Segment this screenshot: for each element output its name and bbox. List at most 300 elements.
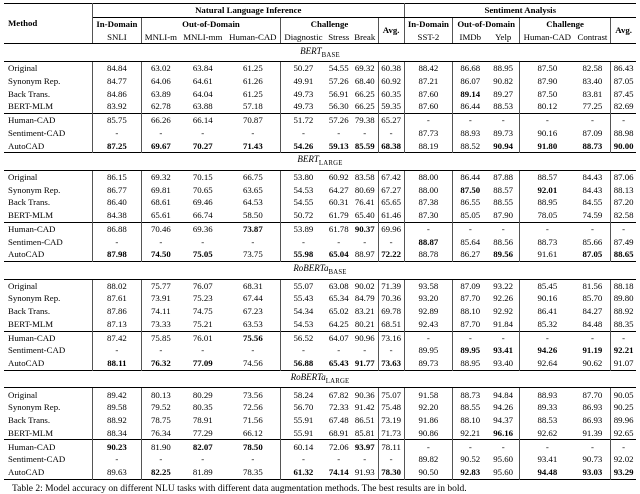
method-label: Original — [4, 61, 93, 74]
table-cell: 94.26 — [487, 401, 519, 414]
table-cell: - — [487, 222, 519, 235]
column-header: Human-CAD — [520, 31, 575, 44]
table-row — [4, 196, 636, 209]
table-cell: 60.31 — [328, 197, 349, 208]
method-label: AutoCAD — [4, 466, 93, 479]
table-cell: 88.73 — [460, 389, 481, 400]
table-cell: 59.13 — [328, 140, 349, 151]
table-cell: 84.43 — [575, 170, 611, 183]
table-cell: 77.25 — [575, 100, 611, 113]
table-cell: 93.22 — [487, 279, 519, 292]
table-cell: 64.07 — [326, 331, 352, 344]
table-cell: - — [352, 235, 379, 248]
table-cell: 85.59 — [352, 139, 379, 152]
method-label: Back Trans. — [4, 305, 93, 318]
table-cell: 66.26 — [141, 113, 180, 126]
table-cell: - — [487, 440, 519, 453]
table-cell: 87.61 — [93, 292, 142, 305]
table-cell: 67.48 — [328, 415, 349, 426]
table-cell: 83.40 — [575, 75, 611, 88]
table-cell: 54.53 — [293, 184, 314, 195]
table-cell: - — [453, 222, 488, 235]
table-cell: 93.41 — [487, 344, 519, 357]
table-cell: 57.26 — [326, 113, 352, 126]
table-cell: 90.16 — [537, 127, 558, 138]
method-label: Back Trans. — [4, 196, 93, 209]
table-cell: - — [93, 344, 142, 357]
table-cell: 90.36 — [352, 388, 379, 401]
domain-group-header: Challenge — [281, 17, 379, 30]
table-cell: 69.67 — [150, 140, 171, 151]
table-cell: - — [487, 331, 519, 344]
table-cell: 87.13 — [93, 318, 142, 331]
table-cell: 84.27 — [575, 305, 611, 318]
table-cell: 72.33 — [328, 402, 349, 413]
table-cell: - — [201, 454, 205, 465]
table-cell: 90.16 — [537, 293, 558, 304]
table-cell: 65.43 — [328, 358, 349, 369]
table-cell: 86.68 — [460, 63, 481, 74]
domain-group-header: Out-of-Domain — [453, 17, 520, 30]
method-header: Method — [4, 4, 93, 44]
table-cell: 85.75 — [93, 113, 142, 126]
table-cell: 89.42 — [93, 388, 142, 401]
table-cell: 55.07 — [293, 280, 314, 291]
table-cell: 88.11 — [93, 357, 142, 370]
table-cell: 78.05 — [537, 210, 558, 221]
table-cell: 86.44 — [460, 101, 481, 112]
table-cell: 66.25 — [352, 87, 379, 100]
domain-group-header: In-Domain — [404, 17, 453, 30]
table-cell: 95.60 — [487, 466, 519, 479]
table-cell: - — [378, 127, 404, 140]
table-cell: 82.58 — [613, 210, 634, 221]
section-row — [4, 44, 636, 62]
table-cell: 89.73 — [487, 127, 519, 140]
table-cell: 89.73 — [404, 357, 453, 370]
table-cell: 95.60 — [487, 453, 519, 466]
table-cell: 84.43 — [575, 183, 611, 196]
table-cell: 71.56 — [226, 414, 281, 427]
table-cell: 73.87 — [226, 222, 281, 235]
table-cell: 57.26 — [328, 75, 349, 86]
table-cell: 78.91 — [192, 415, 213, 426]
table-cell: 68.51 — [378, 318, 404, 331]
method-label: BERT-MLM — [4, 209, 93, 222]
column-header: IMDb — [453, 31, 488, 44]
table-cell: 88.53 — [487, 100, 519, 113]
method-label: BERT-MLM — [4, 100, 93, 113]
table-cell: 73.75 — [226, 248, 281, 261]
model-size: LARGE — [318, 160, 343, 168]
avg-column-header: Avg. — [611, 17, 636, 44]
table-cell: - — [453, 113, 488, 126]
table-row — [4, 100, 636, 113]
column-header: Stress — [326, 31, 352, 44]
table-cell: 73.63 — [378, 357, 404, 370]
table-cell: 91.58 — [404, 388, 453, 401]
table-cell: 90.94 — [487, 139, 519, 152]
domain-group-header: Out-of-Domain — [141, 17, 280, 30]
table-cell: 73.16 — [378, 331, 404, 344]
section-row — [4, 153, 636, 171]
table-cell: 87.38 — [404, 196, 453, 209]
table-cell: 92.83 — [460, 467, 481, 478]
table-cell: 81.90 — [141, 440, 180, 453]
table-cell: 74.56 — [226, 357, 281, 370]
table-cell: 90.25 — [613, 402, 634, 413]
table-cell: 88.52 — [460, 140, 481, 151]
table-row — [4, 222, 636, 235]
table-cell: 93.41 — [537, 454, 558, 465]
table-caption: Table 2: Model accuracy on different NLU tasks with different data augmentation methods. The best results are in bold. — [12, 483, 467, 494]
table-cell: 87.86 — [93, 305, 142, 318]
table-cell: - — [226, 453, 281, 466]
table-cell: 75.23 — [192, 293, 213, 304]
table-cell: 69.46 — [192, 197, 213, 208]
table-cell: 86.88 — [93, 222, 142, 235]
table-row — [4, 331, 636, 344]
table-cell: - — [404, 331, 453, 344]
table-row — [4, 427, 636, 440]
table-cell: 92.02 — [613, 454, 634, 465]
table-cell: - — [378, 235, 404, 248]
table-cell: 88.35 — [613, 318, 634, 329]
table-cell: 90.02 — [352, 279, 379, 292]
table-cell: 90.73 — [575, 453, 611, 466]
table-cell: 63.65 — [226, 183, 281, 196]
table-cell: 87.05 — [575, 248, 611, 261]
table-cell: 85.32 — [537, 318, 558, 329]
table-cell: 60.92 — [328, 171, 349, 182]
table-cell: - — [575, 222, 611, 235]
table-cell: 80.69 — [352, 183, 379, 196]
table-cell: 89.96 — [613, 415, 634, 426]
table-cell: 66.74 — [192, 210, 213, 221]
table-cell: 89.95 — [404, 344, 453, 357]
table-cell: 70.36 — [378, 292, 404, 305]
table-cell: 88.93 — [537, 389, 558, 400]
table-cell: 86.41 — [537, 306, 558, 317]
table-cell: 85.64 — [460, 236, 481, 247]
table-row — [4, 170, 636, 183]
table-cell: 65.27 — [378, 113, 404, 126]
table-row — [4, 235, 636, 248]
table-cell: 60.14 — [281, 440, 326, 453]
table-row — [4, 344, 636, 357]
table-cell: 63.02 — [150, 63, 171, 74]
table-cell: 94.26 — [537, 345, 558, 356]
table-cell: 56.91 — [328, 88, 349, 99]
table-cell: 64.61 — [192, 75, 213, 86]
table-cell: 83.58 — [352, 170, 379, 183]
table-cell: 93.97 — [352, 440, 379, 453]
table-cell: 75.56 — [226, 331, 281, 344]
table-cell: 70.46 — [141, 222, 180, 235]
table-cell: 92.92 — [487, 305, 519, 318]
table-cell: 55.91 — [293, 427, 314, 438]
table-cell: 84.48 — [575, 318, 611, 331]
table-cell: 87.60 — [404, 100, 453, 113]
method-label: Sentiment-CAD — [4, 127, 93, 140]
table-cell: 86.44 — [460, 171, 481, 182]
column-header: Human-CAD — [226, 31, 281, 44]
table-cell: - — [159, 454, 163, 465]
table-cell: 56.88 — [293, 358, 314, 369]
table-cell: - — [201, 236, 205, 247]
table-cell: 88.53 — [537, 415, 558, 426]
table-cell: 54.34 — [293, 306, 314, 317]
table-cell: - — [378, 453, 404, 466]
table-cell: 77.09 — [192, 358, 213, 369]
table-cell: - — [404, 222, 453, 235]
table-cell: 91.42 — [352, 401, 379, 414]
table-cell: 75.77 — [150, 280, 171, 291]
table-cell: 88.34 — [93, 427, 142, 440]
table-cell: 78.30 — [378, 466, 404, 479]
table-cell: 89.80 — [613, 293, 634, 304]
table-cell: 84.55 — [575, 196, 611, 209]
table-cell: 89.82 — [404, 453, 453, 466]
table-cell: 85.70 — [575, 292, 611, 305]
table-cell: 73.33 — [150, 318, 171, 329]
table-cell: - — [453, 440, 488, 453]
results-table — [4, 3, 636, 480]
table-cell: 92.21 — [613, 345, 634, 356]
method-label: Synonym Rep. — [4, 183, 93, 196]
table-cell: - — [93, 235, 142, 248]
table-row — [4, 248, 636, 261]
table-cell: 60.35 — [378, 87, 404, 100]
table-cell: 88.00 — [404, 170, 453, 183]
table-cell: 64.27 — [328, 184, 349, 195]
method-label: Synonym Rep. — [4, 292, 93, 305]
table-cell: 49.91 — [293, 75, 314, 86]
table-cell: - — [301, 236, 305, 247]
table-cell: 89.33 — [537, 402, 558, 413]
table-cell: 65.02 — [328, 306, 349, 317]
table-cell: 69.96 — [378, 222, 404, 235]
column-header: Yelp — [487, 31, 519, 44]
table-cell: 72.56 — [226, 401, 281, 414]
table-cell: 75.05 — [192, 249, 213, 260]
table-cell: 61.78 — [326, 222, 352, 235]
table-cell: 50.72 — [293, 210, 314, 221]
task-group-header: Natural Language Inference — [93, 4, 405, 18]
table-cell: 69.32 — [352, 61, 379, 74]
method-label: Sentimen-CAD — [4, 235, 93, 248]
table-cell: - — [352, 344, 379, 357]
table-cell: 86.55 — [460, 197, 481, 208]
table-cell: 56.30 — [328, 101, 349, 112]
method-label: Original — [4, 279, 93, 292]
table-cell: 76.34 — [150, 427, 171, 438]
table-row — [4, 414, 636, 427]
table-cell: 87.49 — [613, 236, 634, 247]
table-cell: 74.14 — [328, 467, 349, 478]
table-cell: 86.77 — [93, 183, 142, 196]
table-cell: 88.92 — [613, 306, 634, 317]
table-cell: 49.73 — [293, 88, 314, 99]
table-cell: 84.38 — [93, 209, 142, 222]
table-row — [4, 279, 636, 292]
table-cell: 85.05 — [460, 210, 481, 221]
table-cell: 74.50 — [150, 249, 171, 260]
table-row — [4, 127, 636, 140]
table-row — [4, 183, 636, 196]
method-label: Back Trans. — [4, 87, 93, 100]
table-cell: 61.25 — [226, 61, 281, 74]
table-cell: 89.95 — [460, 345, 481, 356]
table-cell: 63.89 — [150, 88, 171, 99]
column-header: MNLI-mm — [180, 31, 226, 44]
table-cell: 87.45 — [613, 88, 634, 99]
table-cell: - — [611, 113, 636, 126]
table-cell: 64.25 — [328, 318, 349, 329]
table-cell: 72.06 — [326, 440, 352, 453]
table-cell: 68.38 — [378, 139, 404, 152]
table-cell: 65.34 — [328, 293, 349, 304]
table-cell: 88.95 — [487, 61, 519, 74]
table-cell: - — [520, 331, 575, 344]
table-cell: 75.85 — [141, 331, 180, 344]
table-cell: 89.14 — [460, 88, 481, 99]
table-cell: - — [487, 113, 519, 126]
table-cell: - — [575, 113, 611, 126]
table-cell: 61.79 — [328, 210, 349, 221]
table-cell: 54.26 — [293, 140, 314, 151]
table-cell: 87.21 — [404, 75, 453, 88]
table-cell: 88.87 — [404, 235, 453, 248]
table-cell: 55.91 — [293, 415, 314, 426]
column-header: Contrast — [575, 31, 611, 44]
table-cell: 54.53 — [293, 318, 314, 329]
table-cell: 74.59 — [575, 209, 611, 222]
table-cell: 91.84 — [487, 318, 519, 331]
table-cell: 56.70 — [293, 402, 314, 413]
column-header: SNLI — [93, 31, 142, 44]
table-cell: 70.27 — [192, 140, 213, 151]
table-cell: 88.57 — [537, 171, 558, 182]
table-cell: - — [575, 440, 611, 453]
table-cell: 66.25 — [352, 100, 379, 113]
table-row — [4, 61, 636, 74]
table-cell: 87.88 — [487, 170, 519, 183]
table-cell: 69.36 — [180, 222, 226, 235]
table-row — [4, 87, 636, 100]
table-row — [4, 75, 636, 88]
table-cell: 87.06 — [613, 171, 634, 182]
table-cell: - — [520, 440, 575, 453]
method-label: Human-CAD — [4, 440, 93, 453]
table-cell: 54.55 — [328, 63, 349, 74]
table-cell: 87.60 — [404, 87, 453, 100]
table-cell: 93.20 — [404, 292, 453, 305]
table-cell: 60.38 — [378, 61, 404, 74]
model-name: BERT — [297, 154, 319, 165]
model-name: RoBERTa — [293, 263, 329, 274]
table-cell: - — [404, 440, 453, 453]
table-cell: 64.53 — [226, 196, 281, 209]
table-cell: 87.90 — [537, 75, 558, 86]
table-cell: 88.65 — [613, 249, 634, 260]
table-cell: - — [352, 453, 379, 466]
table-row — [4, 357, 636, 370]
table-row — [4, 401, 636, 414]
column-header: Break — [352, 31, 379, 44]
table-cell: 53.80 — [293, 171, 314, 182]
task-group-header: Sentiment Analysis — [404, 4, 636, 18]
table-cell: 80.21 — [352, 318, 379, 331]
table-cell: 88.95 — [460, 358, 481, 369]
table-cell: 78.35 — [226, 466, 281, 479]
table-cell: 67.82 — [328, 389, 349, 400]
table-cell: 66.75 — [226, 170, 281, 183]
method-label: AutoCAD — [4, 139, 93, 152]
table-cell: 88.00 — [404, 183, 453, 196]
column-header: MNLI-m — [141, 31, 180, 44]
table-cell: 68.31 — [226, 279, 281, 292]
table-cell: 83.92 — [93, 100, 142, 113]
table-cell: 88.13 — [613, 184, 634, 195]
table-cell: 90.00 — [613, 140, 634, 151]
table-cell: - — [226, 344, 281, 357]
table-cell: - — [575, 331, 611, 344]
table-cell: 93.40 — [487, 357, 519, 370]
table-cell: 86.93 — [575, 401, 611, 414]
domain-group-header: In-Domain — [93, 17, 142, 30]
table-cell: - — [301, 454, 305, 465]
table-row — [4, 139, 636, 152]
table-row — [4, 113, 636, 126]
table-cell: 88.57 — [487, 183, 519, 196]
table-cell: 88.18 — [613, 280, 634, 291]
table-cell: 73.56 — [226, 388, 281, 401]
table-cell: 87.50 — [537, 88, 558, 99]
table-cell: 94.84 — [487, 388, 519, 401]
table-cell: 67.27 — [378, 183, 404, 196]
method-label: Sentiment-CAD — [4, 344, 93, 357]
table-cell: 76.32 — [150, 358, 171, 369]
table-cell: 74.75 — [192, 306, 213, 317]
table-cell: 88.02 — [93, 279, 142, 292]
table-cell: 69.78 — [378, 305, 404, 318]
table-cell: 92.01 — [537, 184, 558, 195]
table-cell: 86.15 — [93, 170, 142, 183]
table-cell: 64.06 — [150, 75, 171, 86]
table-cell: 63.84 — [192, 63, 213, 74]
table-cell: - — [301, 127, 305, 138]
table-cell: 85.45 — [537, 280, 558, 291]
table-cell: 91.77 — [352, 357, 379, 370]
table-cell: 62.78 — [150, 101, 171, 112]
table-cell: 86.93 — [575, 414, 611, 427]
table-cell: 80.13 — [150, 389, 171, 400]
table-cell: 89.56 — [487, 248, 519, 261]
table-cell: 68.61 — [150, 197, 171, 208]
table-cell: 87.05 — [613, 75, 634, 86]
table-cell: 71.39 — [378, 279, 404, 292]
table-cell: 77.29 — [192, 427, 213, 438]
model-size: BASE — [328, 269, 347, 277]
table-cell: 87.98 — [93, 248, 142, 261]
table-cell: 87.25 — [93, 139, 142, 152]
table-cell: 92.65 — [613, 427, 634, 438]
table-cell: 88.10 — [460, 415, 481, 426]
table-cell: - — [337, 236, 341, 247]
model-size: BASE — [321, 51, 340, 59]
table-cell: 88.95 — [537, 197, 558, 208]
